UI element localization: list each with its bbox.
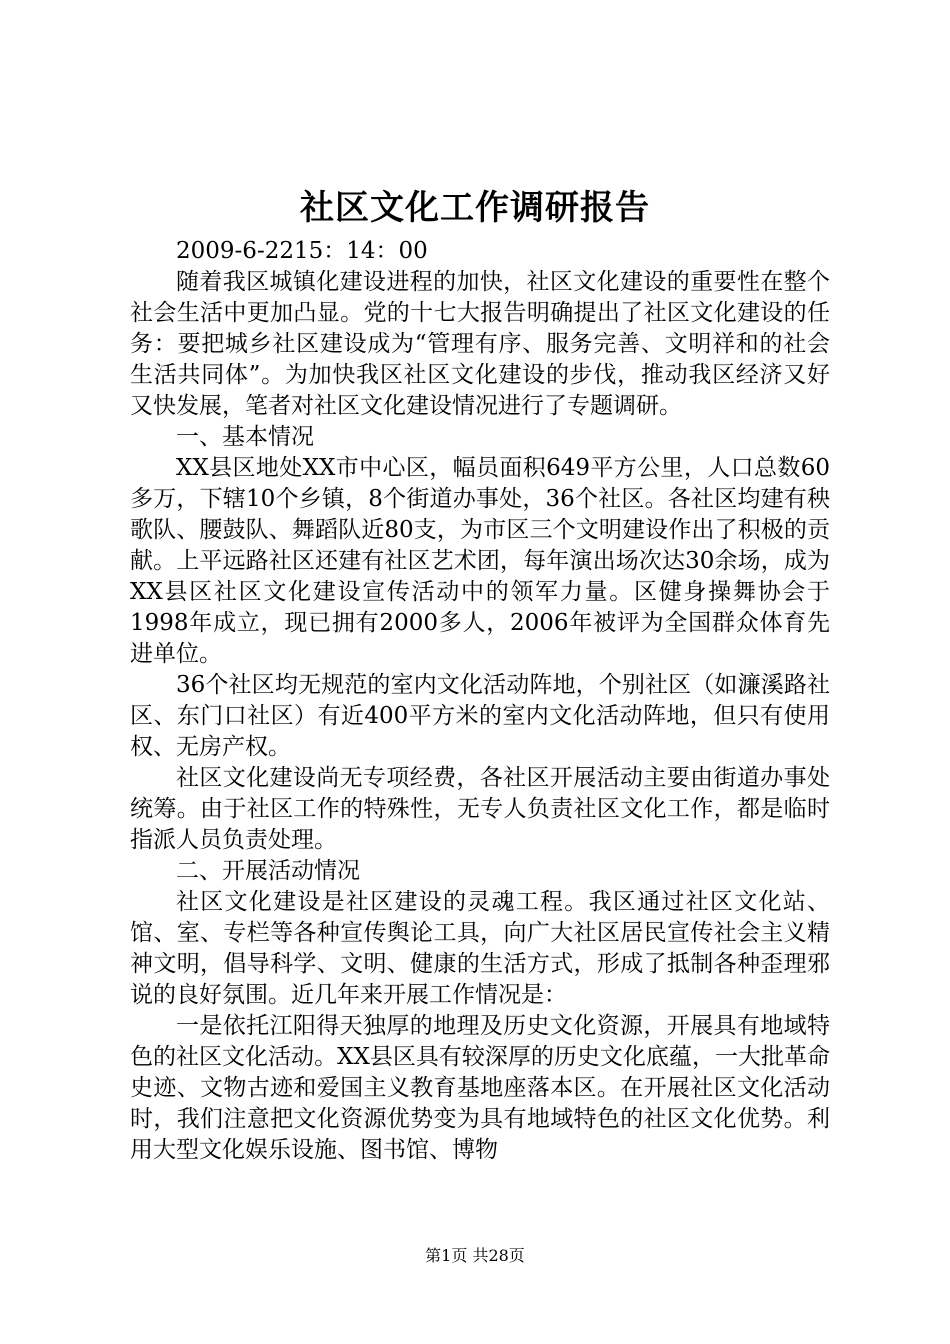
paragraph-point-one: 一是依托江阳得天独厚的地理及历史文化资源，开展具有地域特色的社区文化活动。XX县区具有较深厚的历史文化底蕴，一大批革命史迹、文物古迹和爱国主义教育基地座落本区。在开展社区文化活动时，我们注意把文化资源优势变为具有地域特色的社区文化优势。利用大型文化娱乐设施、图书馆、博物: [130, 1013, 830, 1163]
paragraph-funding: 社区文化建设尚无专项经费，各社区开展活动主要由街道办事处统筹。由于社区工作的特殊性，无专人负责社区文化工作，都是临时指派人员负责处理。: [130, 765, 830, 853]
paragraph-intro: 随着我区城镇化建设进程的加快，社区文化建设的重要性在整个社会生活中更加凸显。党的十七大报告明确提出了社区文化建设的任务：要把城乡社区建设成为“管理有序、服务完善、文明祥和的社会生活共同体”。为加快我区社区文化建设的步伐，推动我区经济又好又快发展，笔者对社区文化建设情况进行了专题调研。: [130, 269, 830, 419]
section-heading-activities: 二、开展活动情况: [176, 858, 360, 884]
paragraph-activities-overview: 社区文化建设是社区建设的灵魂工程。我区通过社区文化站、馆、室、专栏等各种宣传舆论工具，向广大社区居民宣传社会主义精神文明，倡导科学、文明、健康的生活方式，形成了抵制各种歪理邪说的良好氛围。近几年来开展工作情况是：: [130, 889, 830, 1008]
document-body: [130, 236, 830, 1166]
section-heading-basic-situation: 一、基本情况: [176, 424, 314, 450]
paragraph-activity-venues: 36个社区均无规范的室内文化活动阵地，个别社区（如濂溪路社区、东门口社区）有近400平方米的室内文化活动阵地，但只有使用权、无房产权。: [130, 672, 830, 760]
document-date: 2009-6-2215：14：00: [176, 238, 428, 264]
page-number-footer: 第1页 共28页: [425, 1246, 525, 1265]
document-title: 社区文化工作调研报告: [300, 188, 650, 228]
paragraph-basic-overview: XX县区地处XX市中心区，幅员面积649平方公里，人口总数60多万，下辖10个乡镇，8个街道办事处，36个社区。各社区均建有秧歌队、腰鼓队、舞蹈队近80支，为市区三个文明建设作出了积极的贡献。上平远路社区还建有社区艺术团，每年演出场次达30余场，成为XX县区社区文化建设宣传活动中的领军力量。区健身操舞协会于1998年成立，现已拥有2000多人，2006年被评为全国群众体育先进单位。: [130, 455, 830, 667]
